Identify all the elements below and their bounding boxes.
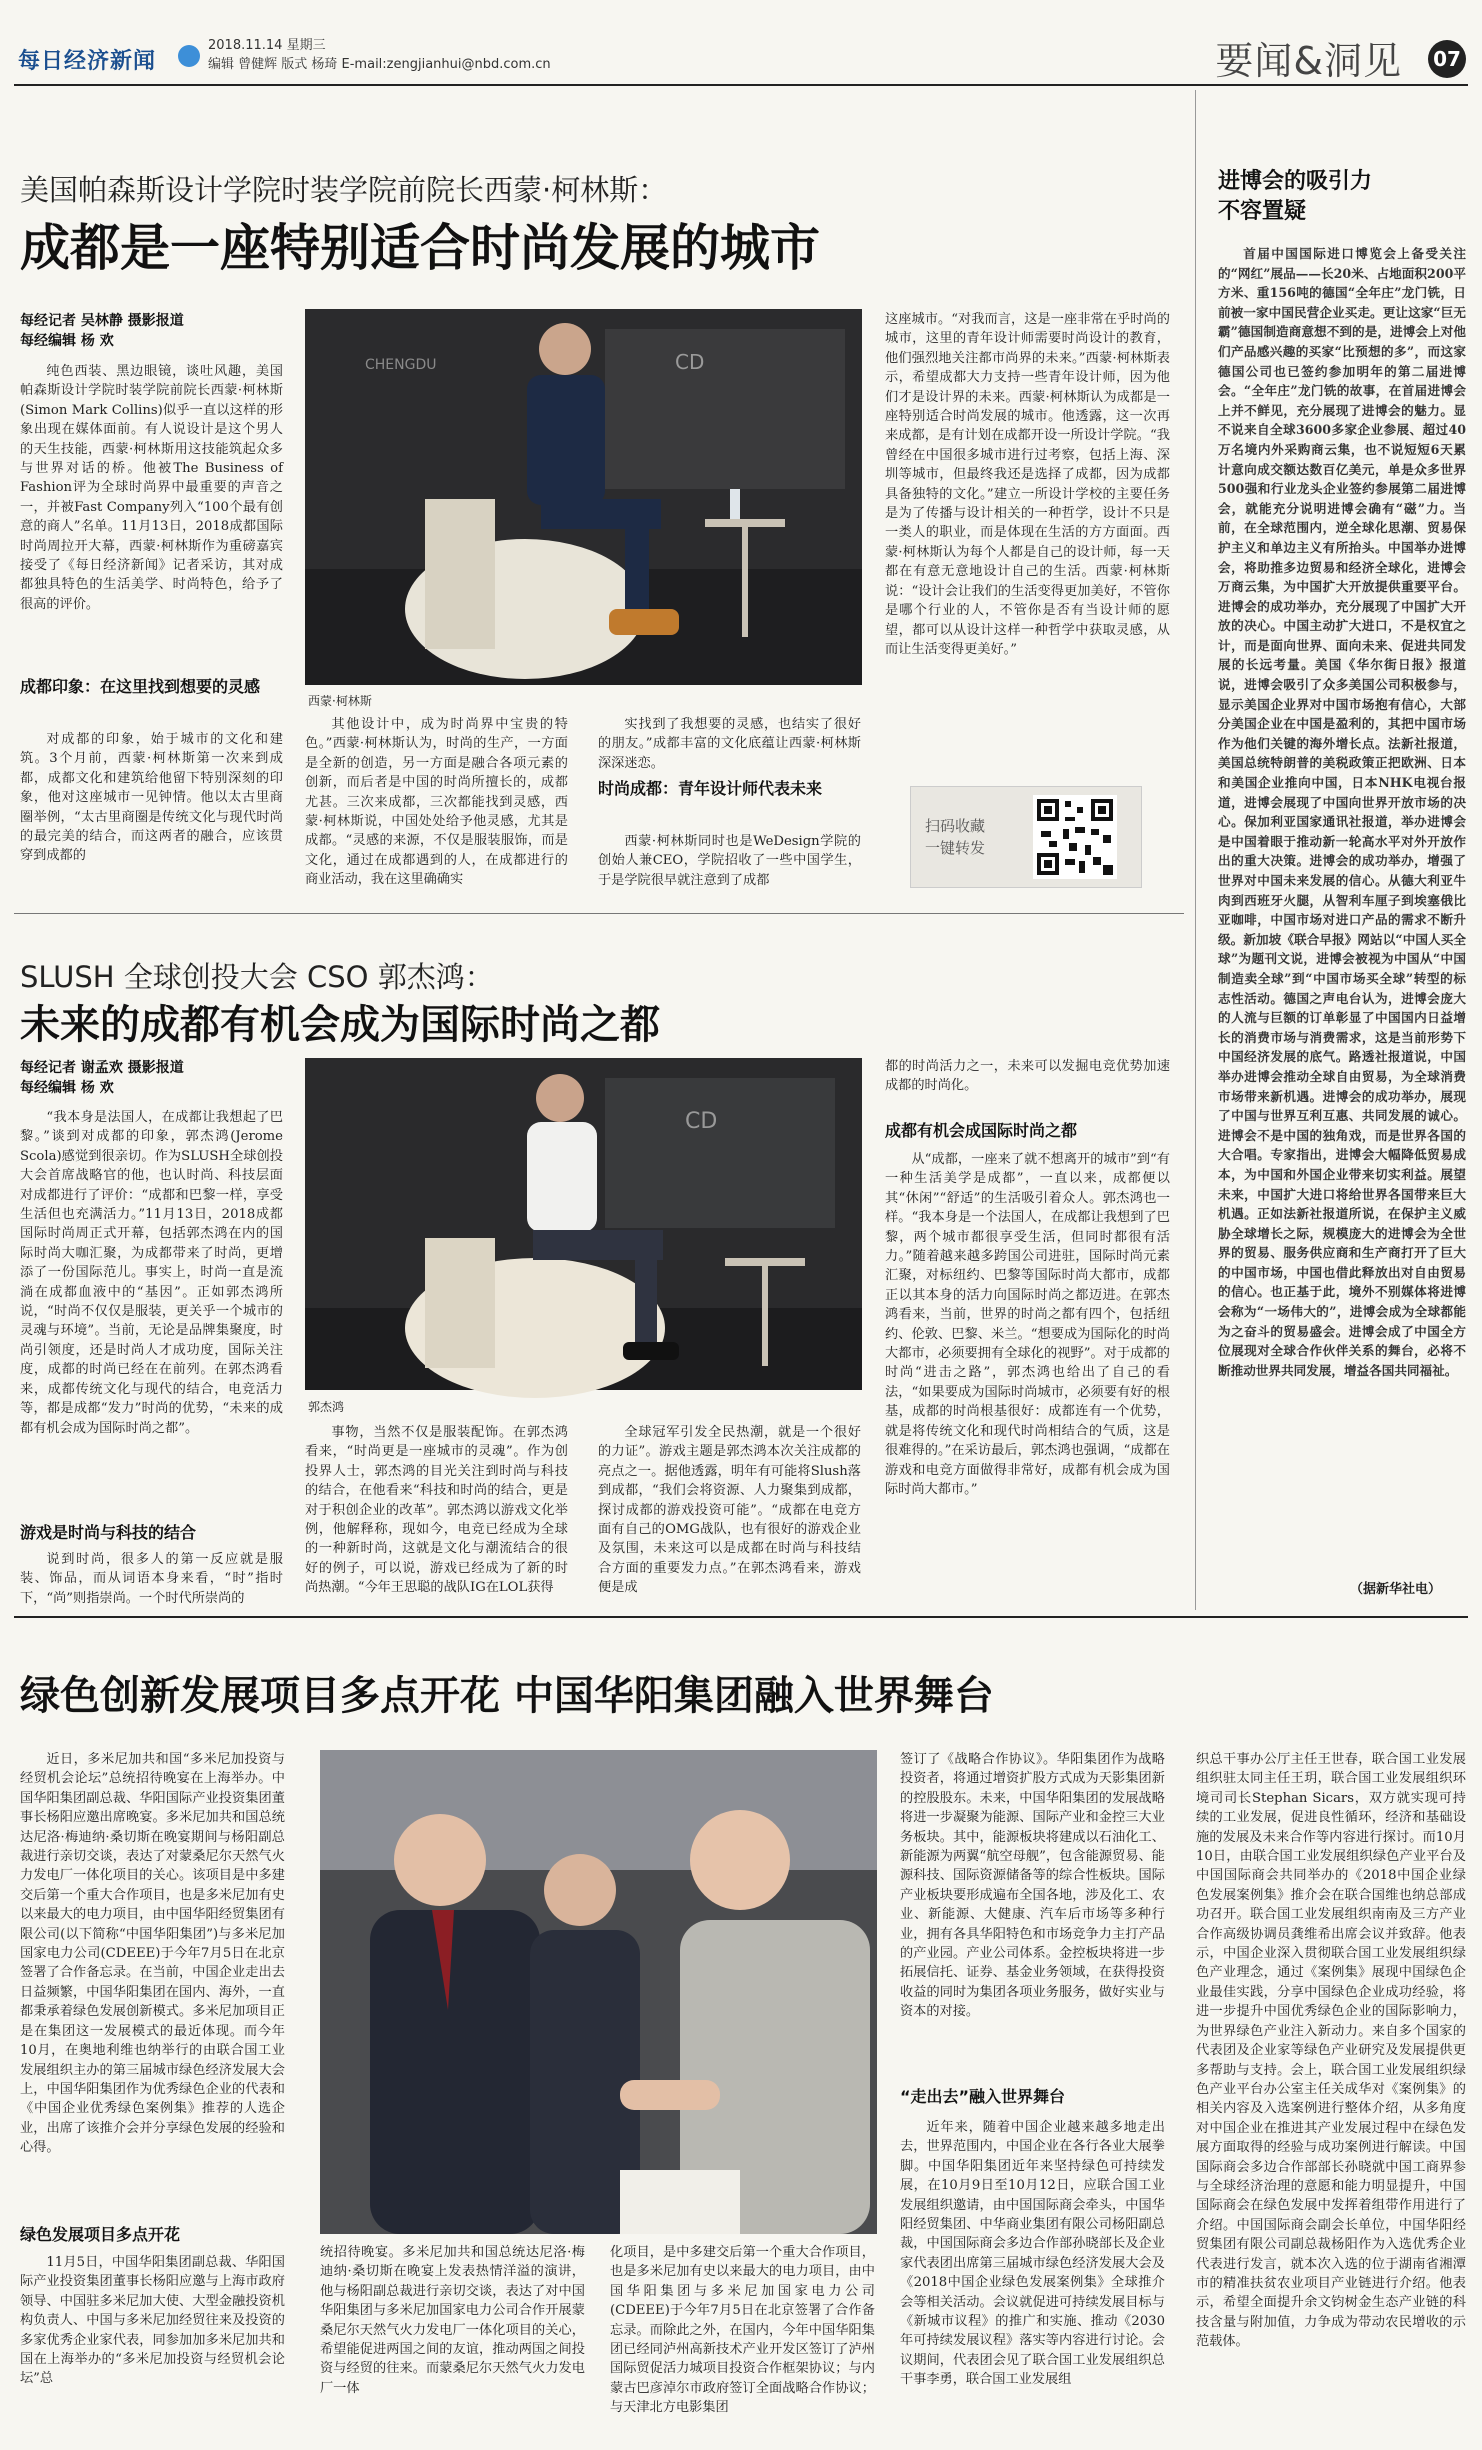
article1-col3b: 西蒙·柯林斯同时也是WeDesign学院的创始人兼CEO，学院招收了一些中国学生，于是学院很早就注意到了成都 xyxy=(598,834,861,888)
article2-subhead2: 成都有机会成国际时尚之都 xyxy=(885,1121,1078,1140)
article2-subhead1: 游戏是时尚与科技的结合 xyxy=(20,1523,197,1542)
svg-text:CD: CD xyxy=(675,350,705,374)
article1-col2: 其他设计中，成为时尚界中宝贵的特色。”西蒙·柯林斯认为，时尚的生产，一方面是全新的创造，另一方面是融合各项元素的创新，而后者是中国的时尚所擅长的，成都尤甚。三次来成都，三次都能找到灵感，西蒙·柯林斯说，中国处处给予他灵感，尤其是成都。“灵感的来源，不仅是服装服饰，而是文化，通过在成都遇到的人，在成都进行的商业活动，我在这里确确实 xyxy=(305,717,568,888)
editor-line: 编辑 曾健辉 版式 杨琦 E-mail:zengjianhui@nbd.com.cn xyxy=(208,57,551,72)
article3-col3: 化项目，是中多建交后第一个重大合作项目，也是多米尼加有史以来最大的电力项目，由中国华阳集团与多米尼加国家电力公司(CDEEE)于今年7月5日在北京签署了合作备忘录。而除此之外，在国内，今年中国华阳集团已经同泸州高新技术产业开发区签订了泸州国际贸促活力城项目投资合作框架协议；与内蒙古巴彦淖尔市政府签订全面战略合作协议；与天津北方电影集团 xyxy=(610,2245,875,2416)
article3-top-rule xyxy=(14,1616,1468,1618)
article2-col3: 全球冠军引发全民热潮，就是一个很好的力证”。游戏主题是郭杰鸿本次关注成都的亮点之一。据他透露，明年有可能将Slush落到成都，“我们会将资源、人力聚集到成都，探讨成都的游戏投资可能”。“成都在电竞方面有自己的OMG战队，也有很好的游戏企业及氛围，未来这可以是成都在时尚与科技结合方面的重要发力点。”在郭杰鸿看来，游戏便是成 xyxy=(598,1425,861,1596)
article1-byline-reporter: 每经记者 吴林静 摄影报道 xyxy=(20,313,184,329)
article2-col1: “我本身是法国人，在成都让我想起了巴黎。”谈到对成都的印象，郭杰鸿(Jerome Scola)感觉到很亲切。作为SLUSH全球创投大会首席战略官的他，也认时尚、科技层面对成都进行了评价：“成都和巴黎一样，享受生活但也充满活力。”11月13日，2018成都国际时尚周正式开幕，包括郭杰鸿在内的国际时尚大咖汇聚，为成都带来了时尚，更增添了一份国际范儿。事实上，时尚一直是流淌在成都血液中的“基因”。正如郭杰鸿所说，“时尚不仅仅是服装，更关乎一个城市的灵魂与环境”。当前，无论是品牌集聚度，时尚引领度，还是时尚人才成功度，国际关注度，成都的时尚已经在在前列。在郭杰鸿看来，成都传统文化与现代的结合，电竞活力等，都是成都“发力”时尚的优势，“未来的成都有机会成为国际时尚之都”。 xyxy=(20,1110,283,1436)
qr-share-box[interactable] xyxy=(910,786,1142,888)
handshake-photo-illustration xyxy=(320,1750,877,2234)
article3-photo xyxy=(320,1750,877,2234)
article2-byline-editor: 每经编辑 杨 欢 xyxy=(20,1080,114,1096)
article3-subhead2: “走出去”融入世界舞台 xyxy=(900,2087,1066,2106)
sidebar-title-line2: 不容置疑 xyxy=(1218,199,1307,224)
article2-col4b: 从“成都，一座来了就不想离开的城市”到“有一种生活美学是成都”，一直以来，成都便以其“休闲”“舒适”的生活吸引着众人。郭杰鸿也一样。“我本身是一个法国人，在成都让我想到了巴黎，两个城市都很享受生活，但同时都很有活力。”随着越来越多跨国公司进驻，国际时尚元素汇聚，对标纽约、巴黎等国际时尚大都市，成都正以其本身的活力向国际时尚之都迈进。在郭杰鸿看来，当前，世界的时尚之都有四个，包括纽约、伦敦、巴黎、米兰。“想要成为国际化的时尚大都市，必须要拥有全球化的视野”。对于成都的时尚“进击之路”，郭杰鸿也给出了自己的看法，“如果要成为国际时尚城市，必须要有好的根基，成都的时尚根基很好：成都连有一个优势，就是将传统文化和现代时尚相结合的气质，这是很难得的。”在采访最后，郭杰鸿也强调，“成都在游戏和电竞方面做得非常好，成都有机会成为国际时尚大都市。” xyxy=(885,1152,1170,1497)
speaker-photo-illustration xyxy=(305,309,862,685)
article1-byline-editor: 每经编辑 杨 欢 xyxy=(20,333,114,349)
article3-col1: 近日，多米尼加共和国“多米尼加投资与经贸机会论坛”总统招待晚宴在上海举办。中国华阳集团副总裁、华阳国际产业投资集团董事长杨阳应邀出席晚宴。多米尼加共和国总统达尼洛·梅迪纳·桑切斯在晚宴期间与杨阳副总裁进行亲切交谈，表达了对蒙桑尼尔天然气火力发电厂一体化项目的关心。该项目是中多建交后第一个重大合作项目，也是多米尼加有史以来最大的电力项目，由中国华阳经贸集团有限公司(以下简称“中国华阳集团”)与多米尼加国家电力公司(CDEEE)于今年7月5日在北京签署了合作备忘录。在当前，中国企业走出去日益频繁，中国华阳集团在国内、海外，一直都秉承着绿色发展创新模式。多米尼加项目正是在集团这一发展模式的最近体现。而今年10月，在奥地利维也纳举行的由联合国工业发展组织主办的第三届城市绿色经济发展大会上，中国华阳集团作为优秀绿色企业的代表和《中国企业优秀绿色案例集》推荐的人选企业，出席了该推介会并分享绿色发展的经验和心得。 xyxy=(20,1752,285,2156)
newspaper-logo: 每日经济新闻 xyxy=(18,49,157,74)
article1-subhead2: 时尚成都：青年设计师代表未来 xyxy=(598,779,823,798)
article3-col5: 织总干事办公厅主任王世春，联合国工业发展组织驻太同主任王玥，联合国工业发展组织环境司司长Stephan Sicars，双方就实现可持续的工业发展，促进良性循环，经济和基础设施的发展及未来合作等内容进行探讨。而10月10日，由联合国工业发展组织绿色产业平台及中国国际商会共同举办的《2018中国企业绿色发展案例集》推介会在联合国维也纳总部成功召开。联合国工业发展组织南南及三方产业合作高级协调员龚维希出席会议并致辞。他表示，中国企业深入贯彻联合国工业发展组织绿色产业理念，通过《案例集》展现中国绿色企业最佳实践，分享中国绿色企业成功经验，将进一步提升中国优秀绿色企业的国际影响力，为世界绿色产业注入新动力。来自多个国家的代表团及企业家等绿色产业研究及发展提供更多帮助与支持。会上，联合国工业发展组织绿色产业平台办公室主任关成华对《案例集》的相关内容及入选案例进行整体介绍，从多角度对中国企业在推进其产业发展过程中在绿色发展方面取得的经验与成功案例进行解读。中国国际商会多边合作部部长孙晓就中国工商界参与全球经济治理的意愿和能力明显提升，中国国际商会在绿色发展中发挥着组带作用进行了介绍。中国国际商会副会长单位，中国华阳经贸集团有限公司副总裁杨阳作为入选优秀企业代表进行发言，就本次入选的位于湖南省湘潭市的精准扶贫农业项目产业链进行介绍。他表示，希望全面提升余文钧树金生态产业链的科技含量与附加值，力争成为带动农民增收的示范载体。 xyxy=(1196,1752,1466,2350)
article3-col4: 签订了《战略合作协议》。华阳集团作为战略投资者，将通过增资扩股方式成为天影集团新的控股股东。未来，中国华阳集团的发展战略将进一步凝聚为能源、国际产业和金控三大业务板块。其中，能源板块将建成以石油化工、新能源为两翼“航空母舰”，包含能源贸易、能源科技、国际资源储备等的综合性板块。国际产业板块要形成遍布全国各地，涉及化工、农业、新能源、大健康、汽车后市场等多种行业，拥有各具华阳特色和市场竞争力主打产品的产业园。产业公司体系。金控板块将进一步拓展信托、证券、基金业务领域，在获得投资收益的同时为集团各项业务服务，做好实业与资本的对接。 xyxy=(900,1752,1165,2020)
sidebar-source: （据新华社电） xyxy=(1350,1582,1442,1597)
svg-text:CD: CD xyxy=(685,1109,718,1134)
article3-col2: 统招待晚宴。多米尼加共和国总统达尼洛·梅迪纳·桑切斯在晚宴上发表热情洋溢的演讲，他与杨阳副总裁进行亲切交谈，表达了对中国华阳集团与多米尼加国家电力公司合作开展蒙桑尼尔天然气火力发电厂一体化项目的关心，希望能促进两国之间的友谊，推动两国之间投资与经贸的往来。而蒙桑尼尔天然气火力发电厂一体 xyxy=(320,2245,585,2396)
section-title: 要闻&洞见 xyxy=(1215,39,1402,83)
date-line: 2018.11.14 星期三 xyxy=(208,38,326,53)
logo-dot-icon xyxy=(178,45,200,67)
article1-col1: 纯色西装、黑边眼镜，谈吐风趣，美国帕森斯设计学院时装学院前院长西蒙·柯林斯(Simon Mark Collins)似乎一直以这样的形象出现在媒体面前。有人说设计是这个男人的天生技能，西蒙·柯林斯用这技能筑起众多与世界对话的桥。他被The Business of Fashion评为全球时尚界中最重要的声音之一，并被Fast Company列入“100个最有创意的商人”名单。11月13日，2018成都国际时尚周拉开大幕，西蒙·柯林斯作为重磅嘉宾接受了《每日经济新闻》记者采访，其对成都独具特色的生活美学、时尚特色，给予了很高的评价。 xyxy=(20,364,283,612)
article2-col2: 事物，当然不仅是服装配饰。在郭杰鸿看来，“时尚更是一座城市的灵魂”。作为创投界人士，郭杰鸿的目光关注到时尚与科技的结合，在他看来“科技和时尚的结合，更是对于积创企业的改革”。郭杰鸿以游戏文化举例，他解释称，现如今，电竞已经成为全球的一种新时尚，这就是文化与潮流结合的很好的例子，可以说，游戏已经成为了新的时尚热潮。“今年王思聪的战队IG在LOL获得 xyxy=(305,1425,568,1596)
page-number: 07 xyxy=(1428,40,1466,78)
article1-col4: 这座城市。“对我而言，这是一座非常在乎时尚的城市，这里的青年设计师需要时尚设计的教育，他们强烈地关注都市尚界的未来。”西蒙·柯林斯表示，希望成都大力支持一些青年设计师，因为他们才是设计界的未来。西蒙·柯林斯认为成都是一座特别适合时尚发展的城市。他透露，这一次再来成都，是有计划在成都开设一所设计学院。“我曾经在中国很多城市进行过考察，包括上海、深圳等城市，但最终我还是选择了成都，因为成都具备独特的文化。”建立一所设计学校的主要任务是为了传播与设计相关的一种哲学，设计不只是一类人的职业，而是体现在生活的方方面面。西蒙·柯林斯认为每个人都是自己的设计师，每一天都在有意无意地设计自己的生活。西蒙·柯林斯说：“设计会让我们的生活变得更加美好，不管你是哪个行业的人，不管你是否有当设计师的愿望，都可以从设计这样一种哲学中获取灵感，从而让生活变得更美好。” xyxy=(885,312,1170,657)
article1-photo-caption: 西蒙·柯林斯 xyxy=(308,694,372,708)
article1-col1b: 对成都的印象，始于城市的文化和建筑。3个月前，西蒙·柯林斯第一次来到成都，成都文化和建筑给他留下特别深刻的印象，他对这座城市一见钟情。他以太古里商圈举例，“太古里商圈是传统文化与现代时尚的最完美的结合，而这两者的融合，应该贯穿到成都的 xyxy=(20,732,283,864)
qr-code-icon[interactable] xyxy=(1033,795,1117,879)
article3-headline: 绿色创新发展项目多点开花 中国华阳集团融入世界舞台 xyxy=(20,1673,994,1719)
article2-headline: 未来的成都有机会成为国际时尚之都 xyxy=(20,1002,660,1048)
article3-col1b: 11月5日，中国华阳集团副总裁、华阳国际产业投资集团董事长杨阳应邀与上海市政府领导、中国驻多米尼加大使、大型金融投资机构负责人、中国与多米尼加经贸往来及投资的多家优秀企业家代表，同参加加多米尼加共和国在上海举办的“多米尼加投资与经贸机会论坛”总 xyxy=(20,2255,285,2387)
article1-photo xyxy=(305,309,862,685)
sidebar-body: 首届中国国际进口博览会上备受关注的“网红”展品——长20米、占地面积200平方米、重156吨的德国“全年庄”龙门铣，日前被一家中国民营企业买走。更让这家“巨无霸”德国制造商意想不到的是，进博会上对他们产品感兴趣的买家“比预想的多”，而这家德国公司也已签约参加明年的第二届进博会。“全年庄”龙门铣的故事，在首届进博会上并不鲜见，充分展现了进博会的魅力。显不说来自全球3600多家企业参展、超过40万名境内外采购商云集，也不说短短6天累计意向成交额达数百亿美元，单是众多世界500强和行业龙头企业签约参展第二届进博会，就能充分说明进博会确有“磁”力。当前，在全球范围内，逆全球化思潮、贸易保护主义和单边主义有所抬头。中国举办进博会，将助推多边贸易和经济全球化，进博会万商云集，为中国扩大开放提供重要平台。进博会的成功举办，充分展现了中国扩大开放的决心。中国主动扩大进口，不是权宜之计，而是面向世界、面向未来、促进共同发展的长远考量。美国《华尔街日报》报道说，进博会吸引了众多美国公司积极参与，显示美国企业界对中国市场抱有信心，大部分美国企业在中国是盈利的，其把中国市场作为他们关键的海外增长点。法新社报道，美国总统特朗普的美税政策正把欧洲、日本和美国企业推向中国，日本NHK电视台报道，进博会展现了中国向世界开放市场的决心。保加利亚国家通讯社报道，举办进博会是中国着眼于推动新一轮高水平对外开放作出的重大决策。进博会的成功举办，增强了世界对中国未来发展的信心。从德大利亚牛肉到西班牙火腿，从智利车厘子到埃塞俄比亚咖啡，中国市场对进口产品的需求不断升级。新加坡《联合早报》网站以“中国人买全球”为题刊文说，进博会被视为中国从“中国制造卖全球”到“中国市场买全球”转型的标志性活动。德国之声电台认为，进博会庞大的人流与巨额的订单彰显了中国国内日益增长的消费市场与消费需求，这是当前形势下中国经济发展的底气。路透社报道说，中国举办进博会推动全球自由贸易，为全球消费市场带来新机遇。进博会的成功举办，展现了中国与世界互利互惠、共同发展的诚心。进博会不是中国的独角戏，而是世界各国的大合唱。专家指出，进博会大幅降低贸易成本，为中国和外国企业带来切实利益。展望未来，中国扩大进口将给世界各国带来巨大机遇。正如法新社报道所说，在保护主义威胁全球增长之际，规模庞大的进博会为全世界的贸易、服务供应商和生产商打开了巨大的中国市场，中国也借此释放出对自由贸易的信心。也正基于此，境外不别媒体将进博会称为“一场伟大的”，进博会成为全球都能为之奋斗的贸易盛会。进博会成了中国全方位展现对全球合作伙伴关系的舞台，必将不断推动世界共同发展，增益各国共同福祉。 xyxy=(1218,246,1466,1378)
article2-col4: 都的时尚活力之一，未来可以发掘电竞优势加速成都的时尚化。 xyxy=(885,1059,1170,1094)
article2-col1b: 说到时尚，很多人的第一反应就是服装、饰品，而从词语本身来看，“时”指时下，“尚”则指崇尚。一个时代所崇尚的 xyxy=(20,1552,283,1606)
article3-subhead1: 绿色发展项目多点开花 xyxy=(20,2225,181,2244)
article1-subhead1: 成都印象：在这里找到想要的灵感 xyxy=(20,677,261,696)
article1-bottom-rule xyxy=(14,913,1184,914)
sidebar-title-line1: 进博会的吸引力 xyxy=(1218,169,1373,194)
speaker-photo-illustration-2 xyxy=(305,1058,862,1390)
article2-photo xyxy=(305,1058,862,1390)
article1-col3: 实找到了我想要的灵感，也结实了很好的朋友。”成都丰富的文化底蕴让西蒙·柯林斯深深迷恋。 xyxy=(598,717,861,771)
header-rule xyxy=(14,84,1468,86)
article2-byline-reporter: 每经记者 谢孟欢 摄影报道 xyxy=(20,1060,184,1076)
article2-kicker: SLUSH 全球创投大会 CSO 郭杰鸿： xyxy=(20,960,494,994)
article1-headline: 成都是一座特别适合时尚发展的城市 xyxy=(20,219,820,277)
sidebar-divider xyxy=(1195,90,1196,1610)
article3-col4b: 近年来，随着中国企业越来越多地走出去，世界范围内，中国企业在各行各业大展拳脚。中国华阳集团近年来坚持绿色可持续发展，在10月9日至10月12日，应联合国工业发展组织邀请，由中国国际商会牵头，中国华阳经贸集团、中华商业集团有限公司杨阳副总裁，中国国际商会多边合作部孙晓部长及企业家代表团出席第三届城市绿色经济发展大会及《2018中国企业绿色发展案例集》全球推介会等相关活动。会议就促进可持续发展目标与《新城市议程》的推广和实施、推动《2030年可持续发展议程》落实等内容进行讨论。会议期间，代表团会见了联合国工业发展组织总干事李勇，联合国工业发展组 xyxy=(900,2120,1165,2388)
qr-label-collect: 扫码收藏 xyxy=(925,817,986,835)
svg-text:CHENGDU: CHENGDU xyxy=(365,357,437,373)
article2-photo-caption: 郭杰鸿 xyxy=(308,1400,345,1414)
qr-label-share: 一键转发 xyxy=(925,839,986,857)
article1-kicker: 美国帕森斯设计学院时装学院前院长西蒙·柯林斯： xyxy=(20,173,668,207)
